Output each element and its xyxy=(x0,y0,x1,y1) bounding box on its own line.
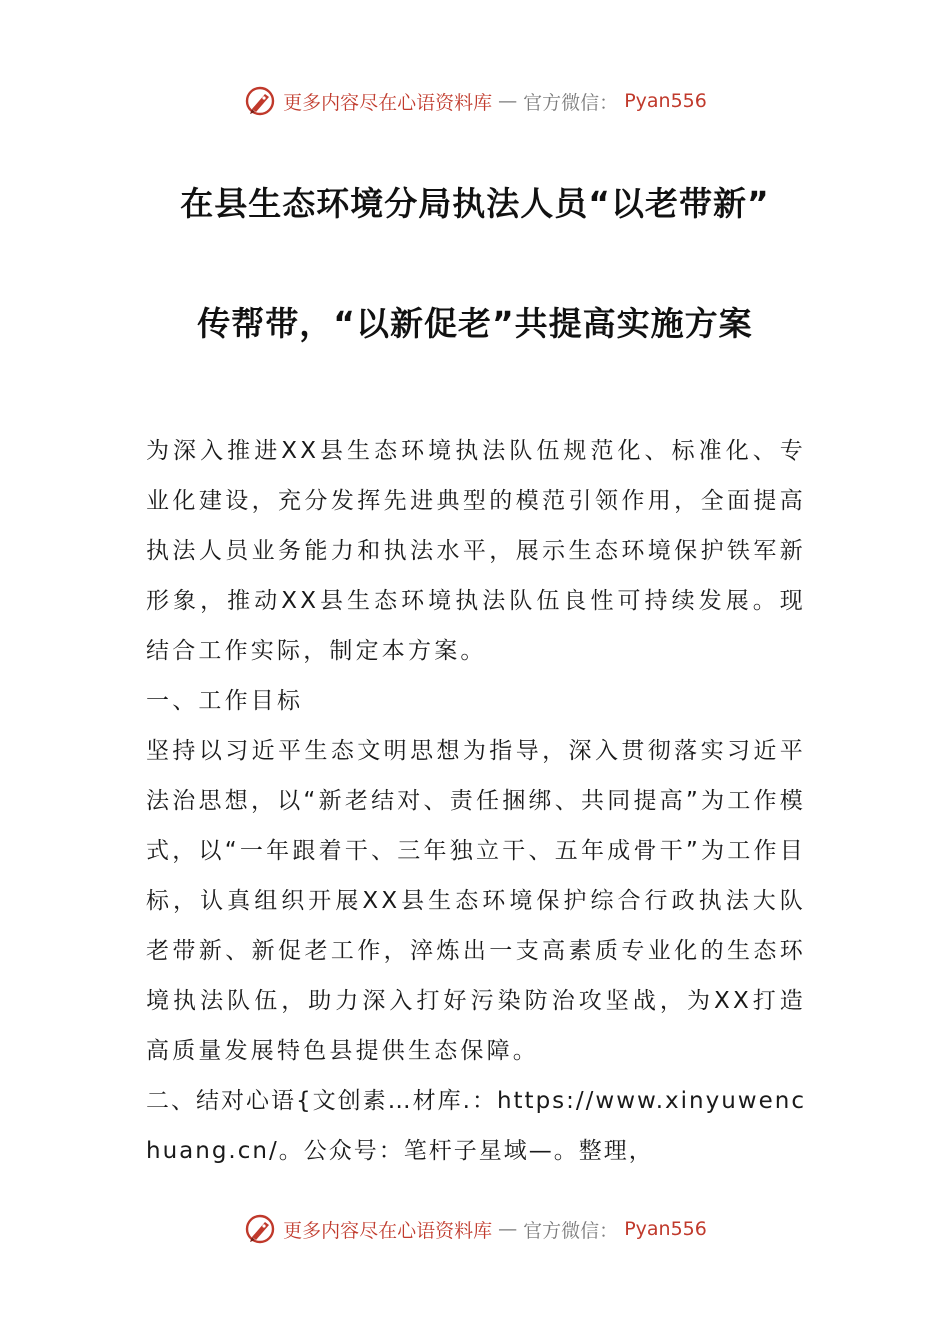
paragraph-goals: 坚持以习近平生态文明思想为指导，深入贯彻落实习近平法治思想，以“新老结对、责任捆绑、共同提高”为工作模式，以“一年跟着干、三年独立干、五年成骨干”为工作目标，认真组织开展XX县生态环境保护综合行政执法大队老带新、新促老工作，淬炼出一支高素质专业化的生态环境执法队伍，助力深入打好污染防治攻坚战，为XX打造高质量发展特色县提供生态保障。 xyxy=(146,738,806,1064)
watermark-label: 官方微信： xyxy=(523,1219,619,1242)
header-watermark xyxy=(0,84,950,118)
watermark-text: 更多内容尽在心语资料库 xyxy=(283,1219,493,1242)
watermark-dash: — xyxy=(498,90,518,112)
paragraph-pairing: 二、结对心语{文创素…材库.：https://www.xinyuwenchuang.cn/。公众号：笔杆子星域—。整理， xyxy=(146,1088,806,1164)
paragraph-intro: 为深入推进XX县生态环境执法队伍规范化、标准化、专业化建设，充分发挥先进典型的模范引领作用，全面提高执法人员业务能力和执法水平，展示生态环境保护铁军新形象，推动XX县生态环境执法队伍良性可持续发展。现结合工作实际，制定本方案。 xyxy=(146,438,806,664)
watermark-text: 更多内容尽在心语资料库 xyxy=(283,91,493,114)
watermark-label: 官方微信： xyxy=(523,91,619,114)
watermark-account: Pyan556 xyxy=(624,90,707,112)
document-title-line1: 在县生态环境分局执法人员“以老带新” xyxy=(180,184,770,223)
pen-nib-icon xyxy=(243,1212,277,1246)
document-title-line2: 传帮带，“以新促老”共提高实施方案 xyxy=(197,304,753,343)
footer-watermark xyxy=(0,1212,950,1246)
section-heading-goals: 一、工作目标 xyxy=(146,688,304,714)
watermark-account: Pyan556 xyxy=(624,1218,707,1240)
pen-nib-icon xyxy=(243,84,277,118)
watermark-dash: — xyxy=(498,1218,518,1240)
document-body xyxy=(146,426,806,1176)
